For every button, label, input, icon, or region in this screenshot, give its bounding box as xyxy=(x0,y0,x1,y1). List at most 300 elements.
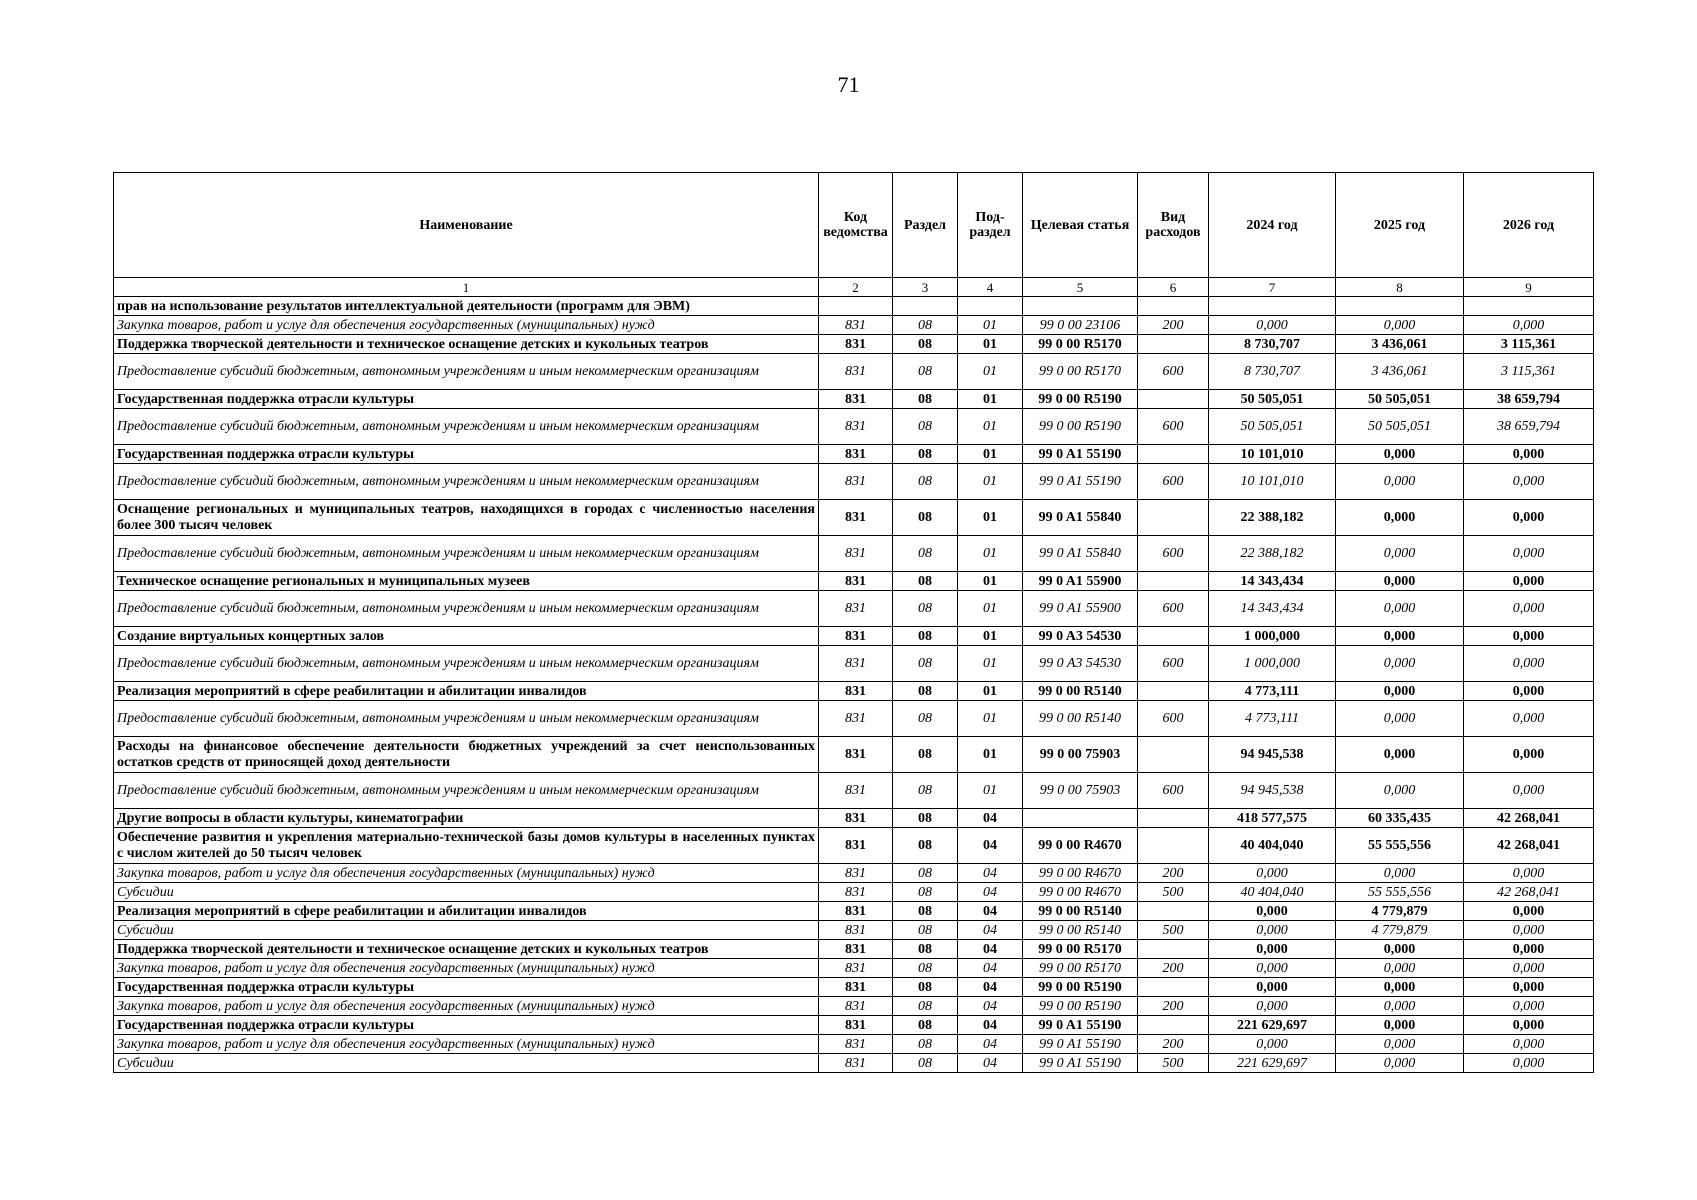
cell-subsection: 01 xyxy=(958,591,1023,627)
cell-2024: 8 730,707 xyxy=(1209,335,1336,354)
cell-name: Государственная поддержка отрасли культуры xyxy=(114,978,819,997)
table-row xyxy=(114,409,1594,445)
cell-expense-type: 600 xyxy=(1138,591,1209,627)
cell-2024: 0,000 xyxy=(1209,864,1336,883)
cell-target-article: 99 0 00 R5140 xyxy=(1023,701,1138,737)
cell-dept-code: 831 xyxy=(819,335,893,354)
cell-2026: 0,000 xyxy=(1464,1035,1594,1054)
cell-2024: 0,000 xyxy=(1209,316,1336,335)
cell-section: 08 xyxy=(893,883,958,902)
cell-target-article: 99 0 00 R5140 xyxy=(1023,902,1138,921)
cell-dept-code: 831 xyxy=(819,464,893,500)
cell-expense-type xyxy=(1138,500,1209,536)
cell-2026: 38 659,794 xyxy=(1464,390,1594,409)
cell-section: 08 xyxy=(893,997,958,1016)
cell-expense-type xyxy=(1138,627,1209,646)
column-number: 4 xyxy=(958,278,1023,297)
cell-2026: 0,000 xyxy=(1464,536,1594,572)
cell-2024: 10 101,010 xyxy=(1209,445,1336,464)
cell-2024: 0,000 xyxy=(1209,959,1336,978)
cell-dept-code: 831 xyxy=(819,409,893,445)
header-subsection: Под-раздел xyxy=(958,173,1023,278)
table-row xyxy=(114,297,1594,316)
table-row xyxy=(114,536,1594,572)
cell-expense-type xyxy=(1138,445,1209,464)
table-row xyxy=(114,646,1594,682)
cell-2024: 0,000 xyxy=(1209,978,1336,997)
cell-2025: 0,000 xyxy=(1336,591,1464,627)
cell-dept-code: 831 xyxy=(819,536,893,572)
cell-dept-code: 831 xyxy=(819,959,893,978)
table-row xyxy=(114,978,1594,997)
cell-2026: 0,000 xyxy=(1464,464,1594,500)
cell-target-article: 99 0 A1 55840 xyxy=(1023,536,1138,572)
header-expense-type: Вид расходов xyxy=(1138,173,1209,278)
cell-2024: 94 945,538 xyxy=(1209,737,1336,773)
cell-dept-code: 831 xyxy=(819,737,893,773)
header-row xyxy=(114,173,1594,278)
cell-2025: 0,000 xyxy=(1336,864,1464,883)
cell-name: Реализация мероприятий в сфере реабилитации и абилитации инвалидов xyxy=(114,902,819,921)
cell-expense-type xyxy=(1138,335,1209,354)
cell-2026: 38 659,794 xyxy=(1464,409,1594,445)
cell-target-article: 99 0 00 R5190 xyxy=(1023,390,1138,409)
cell-subsection: 04 xyxy=(958,883,1023,902)
cell-name: Закупка товаров, работ и услуг для обеспечения государственных (муниципальных) нужд xyxy=(114,1035,819,1054)
header-target-article: Целевая статья xyxy=(1023,173,1138,278)
cell-2025: 4 779,879 xyxy=(1336,921,1464,940)
cell-2025: 0,000 xyxy=(1336,627,1464,646)
cell-2024: 40 404,040 xyxy=(1209,883,1336,902)
cell-subsection: 04 xyxy=(958,902,1023,921)
cell-2024: 0,000 xyxy=(1209,1035,1336,1054)
cell-dept-code: 831 xyxy=(819,773,893,809)
cell-expense-type: 600 xyxy=(1138,536,1209,572)
table-row xyxy=(114,773,1594,809)
cell-target-article: 99 0 00 R5140 xyxy=(1023,682,1138,701)
cell-section: 08 xyxy=(893,409,958,445)
cell-dept-code: 831 xyxy=(819,997,893,1016)
cell-2026: 42 268,041 xyxy=(1464,809,1594,828)
table-row xyxy=(114,864,1594,883)
cell-expense-type xyxy=(1138,737,1209,773)
header-year-2025: 2025 год xyxy=(1336,173,1464,278)
cell-2024: 50 505,051 xyxy=(1209,390,1336,409)
cell-2025: 0,000 xyxy=(1336,464,1464,500)
cell-target-article: 99 0 A1 55900 xyxy=(1023,572,1138,591)
header-year-2026: 2026 год xyxy=(1464,173,1594,278)
table-row xyxy=(114,737,1594,773)
cell-section: 08 xyxy=(893,959,958,978)
cell-name: Закупка товаров, работ и услуг для обеспечения государственных (муниципальных) нужд xyxy=(114,864,819,883)
cell-expense-type xyxy=(1138,1016,1209,1035)
cell-dept-code: 831 xyxy=(819,445,893,464)
cell-target-article: 99 0 00 R5170 xyxy=(1023,354,1138,390)
table-row xyxy=(114,701,1594,737)
cell-name: Техническое оснащение региональных и муниципальных музеев xyxy=(114,572,819,591)
page-number: 71 xyxy=(837,72,860,97)
cell-target-article: 99 0 00 R5170 xyxy=(1023,335,1138,354)
cell-target-article: 99 0 A1 55190 xyxy=(1023,1016,1138,1035)
cell-section: 08 xyxy=(893,902,958,921)
cell-target-article: 99 0 A1 55190 xyxy=(1023,1054,1138,1073)
cell-subsection: 04 xyxy=(958,959,1023,978)
cell-2026: 0,000 xyxy=(1464,997,1594,1016)
table-row xyxy=(114,445,1594,464)
table-row xyxy=(114,464,1594,500)
cell-2024: 8 730,707 xyxy=(1209,354,1336,390)
header-dept-code: Код ведомства xyxy=(819,173,893,278)
cell-name: Обеспечение развития и укрепления материально-технической базы домов культуры в населенных пунктах с числом жителей до 50 тысяч человек xyxy=(114,828,819,864)
cell-target-article: 99 0 00 R4670 xyxy=(1023,864,1138,883)
cell-expense-type: 600 xyxy=(1138,464,1209,500)
cell-2024: 14 343,434 xyxy=(1209,572,1336,591)
cell-dept-code: 831 xyxy=(819,591,893,627)
cell-target-article: 99 0 A1 55190 xyxy=(1023,464,1138,500)
cell-name: Расходы на финансовое обеспечение деятельности бюджетных учреждений за счет неиспользованных остатков средств от приносящей доход деятельности xyxy=(114,737,819,773)
table-row xyxy=(114,335,1594,354)
cell-name: Предоставление субсидий бюджетным, автономным учреждениям и иным некоммерческим организациям xyxy=(114,701,819,737)
cell-name: Закупка товаров, работ и услуг для обеспечения государственных (муниципальных) нужд xyxy=(114,959,819,978)
cell-target-article: 99 0 00 R5190 xyxy=(1023,997,1138,1016)
header-year-2024: 2024 год xyxy=(1209,173,1336,278)
cell-name: Другие вопросы в области культуры, кинематографии xyxy=(114,809,819,828)
cell-name: Оснащение региональных и муниципальных театров, находящихся в городах с численностью населения более 300 тысяч человек xyxy=(114,500,819,536)
cell-2025: 55 555,556 xyxy=(1336,883,1464,902)
cell-name: Создание виртуальных концертных залов xyxy=(114,627,819,646)
cell-2026: 3 115,361 xyxy=(1464,354,1594,390)
cell-target-article: 99 0 00 R5190 xyxy=(1023,409,1138,445)
cell-section: 08 xyxy=(893,921,958,940)
cell-subsection: 01 xyxy=(958,390,1023,409)
cell-target-article: 99 0 00 75903 xyxy=(1023,773,1138,809)
table-row xyxy=(114,390,1594,409)
cell-2026: 0,000 xyxy=(1464,682,1594,701)
cell-2025: 0,000 xyxy=(1336,940,1464,959)
cell-subsection: 01 xyxy=(958,316,1023,335)
cell-expense-type: 200 xyxy=(1138,864,1209,883)
cell-2026: 0,000 xyxy=(1464,978,1594,997)
cell-2024: 0,000 xyxy=(1209,902,1336,921)
cell-2024: 10 101,010 xyxy=(1209,464,1336,500)
cell-2024: 0,000 xyxy=(1209,997,1336,1016)
cell-section: 08 xyxy=(893,572,958,591)
cell-name: Предоставление субсидий бюджетным, автономным учреждениям и иным некоммерческим организациям xyxy=(114,354,819,390)
cell-section: 08 xyxy=(893,940,958,959)
cell-subsection: 01 xyxy=(958,701,1023,737)
table-row xyxy=(114,809,1594,828)
table-row xyxy=(114,591,1594,627)
cell-subsection: 04 xyxy=(958,997,1023,1016)
table-row xyxy=(114,997,1594,1016)
cell-expense-type: 200 xyxy=(1138,1035,1209,1054)
cell-expense-type: 600 xyxy=(1138,701,1209,737)
cell-expense-type xyxy=(1138,682,1209,701)
cell-target-article: 99 0 00 R5170 xyxy=(1023,959,1138,978)
cell-name: Государственная поддержка отрасли культуры xyxy=(114,445,819,464)
cell-dept-code: 831 xyxy=(819,500,893,536)
cell-expense-type: 600 xyxy=(1138,354,1209,390)
cell-target-article: 99 0 00 R5190 xyxy=(1023,978,1138,997)
cell-target-article: 99 0 00 23106 xyxy=(1023,316,1138,335)
cell-subsection: 01 xyxy=(958,409,1023,445)
cell-2026: 0,000 xyxy=(1464,500,1594,536)
cell-name: Предоставление субсидий бюджетным, автономным учреждениям и иным некоммерческим организациям xyxy=(114,464,819,500)
column-number: 3 xyxy=(893,278,958,297)
cell-2025: 0,000 xyxy=(1336,646,1464,682)
table-body xyxy=(114,278,1594,1073)
cell-2026: 0,000 xyxy=(1464,921,1594,940)
cell-dept-code: 831 xyxy=(819,828,893,864)
cell-2024: 221 629,697 xyxy=(1209,1016,1336,1035)
cell-2024: 40 404,040 xyxy=(1209,828,1336,864)
cell-2026: 0,000 xyxy=(1464,940,1594,959)
cell-2025: 0,000 xyxy=(1336,1035,1464,1054)
cell-dept-code xyxy=(819,297,893,316)
cell-target-article: 99 0 00 75903 xyxy=(1023,737,1138,773)
cell-section: 08 xyxy=(893,390,958,409)
cell-2024: 0,000 xyxy=(1209,921,1336,940)
table-row xyxy=(114,572,1594,591)
cell-expense-type xyxy=(1138,809,1209,828)
cell-name: прав на использование результатов интеллектуальной деятельности (программ для ЭВМ) xyxy=(114,297,819,316)
cell-subsection: 01 xyxy=(958,464,1023,500)
cell-2024: 1 000,000 xyxy=(1209,627,1336,646)
cell-2025: 0,000 xyxy=(1336,316,1464,335)
cell-expense-type: 200 xyxy=(1138,316,1209,335)
cell-subsection: 01 xyxy=(958,627,1023,646)
cell-subsection xyxy=(958,297,1023,316)
cell-expense-type: 600 xyxy=(1138,646,1209,682)
budget-table xyxy=(113,172,1594,1073)
cell-expense-type xyxy=(1138,940,1209,959)
cell-expense-type: 500 xyxy=(1138,883,1209,902)
cell-expense-type: 500 xyxy=(1138,1054,1209,1073)
cell-name: Закупка товаров, работ и услуг для обеспечения государственных (муниципальных) нужд xyxy=(114,997,819,1016)
cell-2024: 22 388,182 xyxy=(1209,536,1336,572)
cell-section: 08 xyxy=(893,500,958,536)
cell-target-article: 99 0 A1 55840 xyxy=(1023,500,1138,536)
cell-subsection: 01 xyxy=(958,354,1023,390)
cell-section xyxy=(893,297,958,316)
cell-2024: 22 388,182 xyxy=(1209,500,1336,536)
cell-dept-code: 831 xyxy=(819,627,893,646)
table-row xyxy=(114,1035,1594,1054)
cell-2025: 50 505,051 xyxy=(1336,390,1464,409)
cell-expense-type: 500 xyxy=(1138,921,1209,940)
table-row xyxy=(114,1054,1594,1073)
cell-2024: 14 343,434 xyxy=(1209,591,1336,627)
cell-2025: 0,000 xyxy=(1336,737,1464,773)
cell-2025: 55 555,556 xyxy=(1336,828,1464,864)
cell-subsection: 01 xyxy=(958,572,1023,591)
cell-subsection: 04 xyxy=(958,1035,1023,1054)
cell-subsection: 01 xyxy=(958,646,1023,682)
cell-section: 08 xyxy=(893,978,958,997)
cell-target-article: 99 0 A3 54530 xyxy=(1023,627,1138,646)
cell-2025: 0,000 xyxy=(1336,997,1464,1016)
cell-2024: 418 577,575 xyxy=(1209,809,1336,828)
cell-2026: 3 115,361 xyxy=(1464,335,1594,354)
cell-subsection: 01 xyxy=(958,445,1023,464)
cell-expense-type xyxy=(1138,390,1209,409)
cell-section: 08 xyxy=(893,646,958,682)
cell-expense-type xyxy=(1138,978,1209,997)
cell-section: 08 xyxy=(893,536,958,572)
cell-2026: 0,000 xyxy=(1464,445,1594,464)
cell-target-article: 99 0 00 R5140 xyxy=(1023,921,1138,940)
column-number: 6 xyxy=(1138,278,1209,297)
cell-section: 08 xyxy=(893,864,958,883)
cell-2024 xyxy=(1209,297,1336,316)
cell-2024: 94 945,538 xyxy=(1209,773,1336,809)
cell-2025: 0,000 xyxy=(1336,1016,1464,1035)
cell-dept-code: 831 xyxy=(819,921,893,940)
cell-section: 08 xyxy=(893,828,958,864)
cell-2026: 0,000 xyxy=(1464,646,1594,682)
cell-2025: 0,000 xyxy=(1336,959,1464,978)
cell-subsection: 04 xyxy=(958,809,1023,828)
cell-expense-type: 600 xyxy=(1138,409,1209,445)
column-number: 5 xyxy=(1023,278,1138,297)
cell-name: Предоставление субсидий бюджетным, автономным учреждениям и иным некоммерческим организациям xyxy=(114,646,819,682)
cell-subsection: 04 xyxy=(958,940,1023,959)
cell-section: 08 xyxy=(893,316,958,335)
cell-section: 08 xyxy=(893,809,958,828)
cell-target-article: 99 0 A1 55190 xyxy=(1023,1035,1138,1054)
cell-2025: 4 779,879 xyxy=(1336,902,1464,921)
cell-2024: 0,000 xyxy=(1209,940,1336,959)
cell-dept-code: 831 xyxy=(819,701,893,737)
cell-subsection: 01 xyxy=(958,500,1023,536)
cell-dept-code: 831 xyxy=(819,390,893,409)
cell-subsection: 04 xyxy=(958,864,1023,883)
cell-section: 08 xyxy=(893,773,958,809)
cell-target-article: 99 0 A1 55190 xyxy=(1023,445,1138,464)
column-number: 9 xyxy=(1464,278,1594,297)
table-row xyxy=(114,354,1594,390)
cell-2026: 0,000 xyxy=(1464,572,1594,591)
cell-2026: 0,000 xyxy=(1464,737,1594,773)
column-number-row xyxy=(114,278,1594,297)
cell-dept-code: 831 xyxy=(819,809,893,828)
cell-2025: 0,000 xyxy=(1336,445,1464,464)
cell-name: Реализация мероприятий в сфере реабилитации и абилитации инвалидов xyxy=(114,682,819,701)
cell-section: 08 xyxy=(893,737,958,773)
cell-2026: 0,000 xyxy=(1464,1054,1594,1073)
cell-2025: 60 335,435 xyxy=(1336,809,1464,828)
cell-subsection: 01 xyxy=(958,773,1023,809)
cell-target-article: 99 0 A3 54530 xyxy=(1023,646,1138,682)
cell-name: Субсидии xyxy=(114,921,819,940)
cell-expense-type xyxy=(1138,828,1209,864)
cell-2025: 0,000 xyxy=(1336,500,1464,536)
table-row xyxy=(114,1016,1594,1035)
cell-subsection: 01 xyxy=(958,335,1023,354)
cell-section: 08 xyxy=(893,1016,958,1035)
cell-subsection: 01 xyxy=(958,737,1023,773)
cell-dept-code: 831 xyxy=(819,883,893,902)
cell-section: 08 xyxy=(893,627,958,646)
cell-subsection: 04 xyxy=(958,1054,1023,1073)
cell-target-article: 99 0 00 R4670 xyxy=(1023,883,1138,902)
cell-2025 xyxy=(1336,297,1464,316)
cell-2024: 1 000,000 xyxy=(1209,646,1336,682)
cell-dept-code: 831 xyxy=(819,682,893,701)
cell-expense-type xyxy=(1138,902,1209,921)
cell-dept-code: 831 xyxy=(819,572,893,591)
cell-section: 08 xyxy=(893,445,958,464)
cell-2026: 0,000 xyxy=(1464,773,1594,809)
cell-subsection: 04 xyxy=(958,921,1023,940)
cell-section: 08 xyxy=(893,354,958,390)
cell-name: Субсидии xyxy=(114,1054,819,1073)
table-row xyxy=(114,828,1594,864)
table-row xyxy=(114,940,1594,959)
table-row xyxy=(114,921,1594,940)
cell-section: 08 xyxy=(893,1054,958,1073)
cell-2025: 3 436,061 xyxy=(1336,354,1464,390)
cell-dept-code: 831 xyxy=(819,1035,893,1054)
cell-2026: 0,000 xyxy=(1464,1016,1594,1035)
cell-name: Государственная поддержка отрасли культуры xyxy=(114,1016,819,1035)
cell-2026: 0,000 xyxy=(1464,591,1594,627)
cell-subsection: 04 xyxy=(958,978,1023,997)
cell-section: 08 xyxy=(893,1035,958,1054)
cell-target-article xyxy=(1023,297,1138,316)
cell-2026: 0,000 xyxy=(1464,959,1594,978)
cell-2025: 0,000 xyxy=(1336,1054,1464,1073)
cell-2024: 4 773,111 xyxy=(1209,701,1336,737)
cell-target-article: 99 0 A1 55900 xyxy=(1023,591,1138,627)
column-number: 8 xyxy=(1336,278,1464,297)
column-number: 7 xyxy=(1209,278,1336,297)
cell-2025: 0,000 xyxy=(1336,572,1464,591)
cell-subsection: 04 xyxy=(958,828,1023,864)
cell-subsection: 01 xyxy=(958,536,1023,572)
cell-name: Поддержка творческой деятельности и техническое оснащение детских и кукольных театров xyxy=(114,940,819,959)
cell-name: Государственная поддержка отрасли культуры xyxy=(114,390,819,409)
table-row xyxy=(114,627,1594,646)
cell-name: Предоставление субсидий бюджетным, автономным учреждениям и иным некоммерческим организациям xyxy=(114,773,819,809)
cell-expense-type xyxy=(1138,572,1209,591)
header-name: Наименование xyxy=(114,173,819,278)
cell-2025: 0,000 xyxy=(1336,701,1464,737)
table-row xyxy=(114,883,1594,902)
cell-dept-code: 831 xyxy=(819,354,893,390)
cell-name: Предоставление субсидий бюджетным, автономным учреждениям и иным некоммерческим организациям xyxy=(114,409,819,445)
cell-dept-code: 831 xyxy=(819,902,893,921)
cell-dept-code: 831 xyxy=(819,1016,893,1035)
cell-target-article xyxy=(1023,809,1138,828)
table-row xyxy=(114,959,1594,978)
cell-2025: 0,000 xyxy=(1336,978,1464,997)
cell-2025: 0,000 xyxy=(1336,682,1464,701)
cell-2026: 42 268,041 xyxy=(1464,828,1594,864)
cell-2025: 3 436,061 xyxy=(1336,335,1464,354)
cell-dept-code: 831 xyxy=(819,978,893,997)
cell-name: Предоставление субсидий бюджетным, автономным учреждениям и иным некоммерческим организациям xyxy=(114,536,819,572)
cell-expense-type: 600 xyxy=(1138,773,1209,809)
cell-dept-code: 831 xyxy=(819,646,893,682)
cell-expense-type xyxy=(1138,297,1209,316)
cell-2026 xyxy=(1464,297,1594,316)
cell-2024: 4 773,111 xyxy=(1209,682,1336,701)
cell-name: Субсидии xyxy=(114,883,819,902)
table-row xyxy=(114,316,1594,335)
cell-2026: 42 268,041 xyxy=(1464,883,1594,902)
table-row xyxy=(114,902,1594,921)
